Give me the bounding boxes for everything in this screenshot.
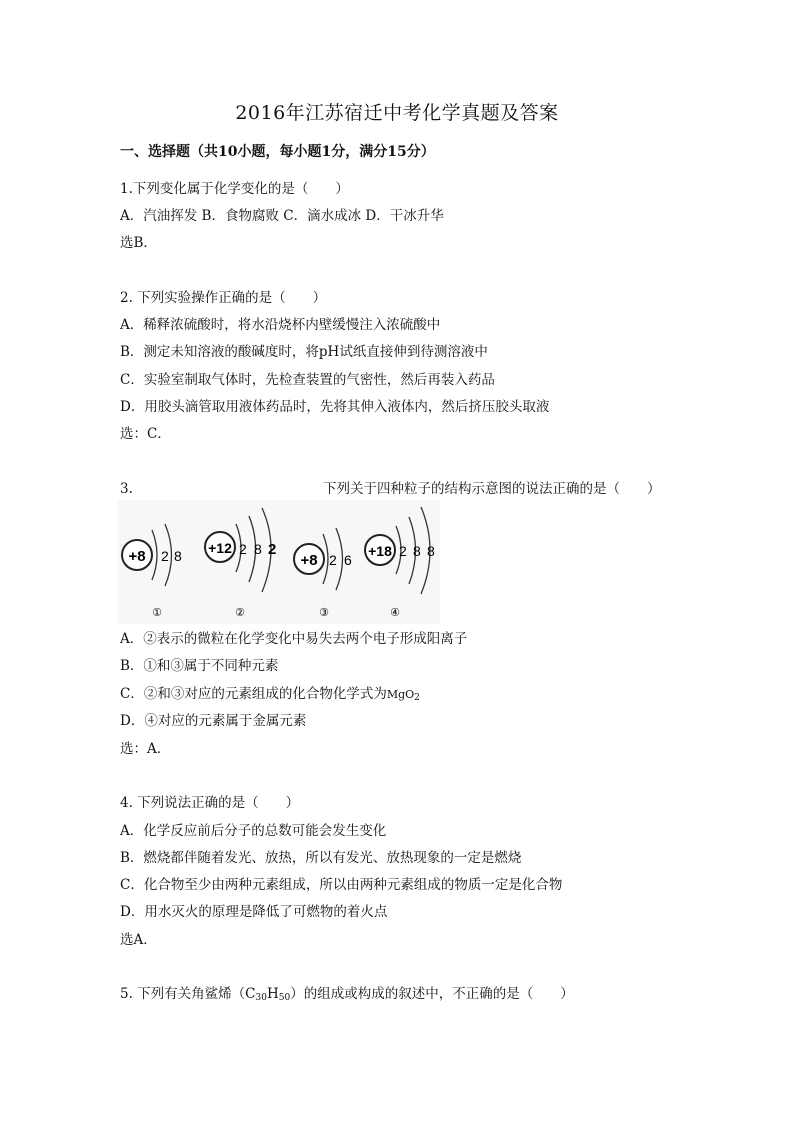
q3-number: 3.	[120, 481, 133, 497]
q3-option-c	[120, 685, 420, 707]
particle-3-label: ③	[319, 607, 329, 619]
q5-subscript-carbon: 30	[255, 993, 267, 1003]
q2-stem: 2. 下列实验操作正确的是（ ）	[120, 290, 327, 306]
document-title: 2016年江苏宿迁中考化学真题及答案	[235, 102, 559, 124]
q3-option-c-text: C．②和③对应的元素组成的化合物化学式为	[120, 686, 387, 702]
q4-option-a: A．化学反应前后分子的总数可能会发生变化	[120, 823, 387, 839]
q3-option-c-formula: MgO	[386, 688, 415, 701]
particle-4-shell-1: 2	[399, 543, 407, 559]
particle-3-shell-2: 6	[344, 552, 352, 568]
q5-hydrogen: H	[266, 986, 279, 1002]
particle-4-label: ④	[390, 607, 400, 619]
q5-subscript-hydrogen: 50	[278, 993, 291, 1003]
particle-1-shell-1: 2	[161, 548, 169, 564]
q4-option-d: D．用水灭火的原理是降低了可燃物的着火点	[120, 904, 388, 920]
particle-3-shell-1: 2	[329, 552, 337, 568]
particle-1-label: ①	[152, 607, 162, 619]
particle-2-shell-2: 8	[254, 541, 262, 557]
particle-4-shell-2: 8	[413, 543, 421, 559]
q2-option-d: D．用胶头滴管取用液体药品时，先将其伸入液体内，然后挤压胶头取液	[120, 399, 550, 415]
q3-option-b: B．①和③属于不同种元素	[120, 658, 279, 674]
section-heading: 一、选择题（共10小题，每小题1分，满分15分）	[120, 144, 435, 160]
particle-2-label: ②	[235, 607, 245, 619]
particle-1-nucleus: +8	[128, 548, 146, 565]
atomic-structure-diagram	[118, 500, 440, 624]
q5-stem-prefix: 5. 下列有关角鲨烯（C	[120, 986, 256, 1002]
q4-option-c: C．化合物至少由两种元素组成，所以由两种元素组成的物质一定是化合物	[120, 877, 563, 893]
q4-answer: 选A．	[120, 932, 157, 948]
q3-stem: 下列关于四种粒子的结构示意图的说法正确的是（ ）	[323, 481, 661, 497]
particle-4-nucleus: +18	[368, 543, 392, 559]
q3-option-d: D．④对应的元素属于金属元素	[120, 713, 307, 729]
q3-option-a: A．②表示的微粒在化学变化中易失去两个电子形成阳离子	[120, 631, 468, 647]
q2-answer: 选：C．	[120, 426, 171, 442]
q3-answer: 选：A．	[120, 741, 171, 757]
particle-2-shell-3: 2	[268, 541, 277, 558]
q4-stem: 4. 下列说法正确的是（ ）	[120, 795, 300, 811]
particle-2-shell-1: 2	[239, 541, 247, 557]
q2-option-a: A．稀释浓硫酸时，将水沿烧杯内壁缓慢注入浓硫酸中	[120, 317, 441, 333]
q5-stem-suffix: ）的组成或构成的叙述中，不正确的是（ ）	[290, 986, 574, 1002]
particle-1-shell-2: 8	[174, 548, 182, 564]
q1-answer: 选B．	[120, 235, 157, 251]
particle-3-nucleus: +8	[300, 552, 318, 569]
particle-2-nucleus: +12	[208, 540, 232, 556]
q2-option-b: B．测定未知溶液的酸碱度时，将pH试纸直接伸到待测溶液中	[120, 344, 488, 360]
q1-stem: 1.下列变化属于化学变化的是（ ）	[120, 181, 349, 197]
q2-option-c: C．实验室制取气体时，先检查装置的气密性，然后再装入药品	[120, 372, 495, 388]
q5-stem	[120, 985, 574, 1007]
q3-option-c-subscript: 2	[414, 693, 420, 703]
particle-4-shell-3: 8	[427, 543, 435, 559]
q1-options: A．汽油挥发 B．食物腐败 C．滴水成冰 D．干冰升华	[120, 208, 444, 224]
q4-option-b: B．燃烧都伴随着发光、放热，所以有发光、放热现象的一定是燃烧	[120, 850, 522, 866]
